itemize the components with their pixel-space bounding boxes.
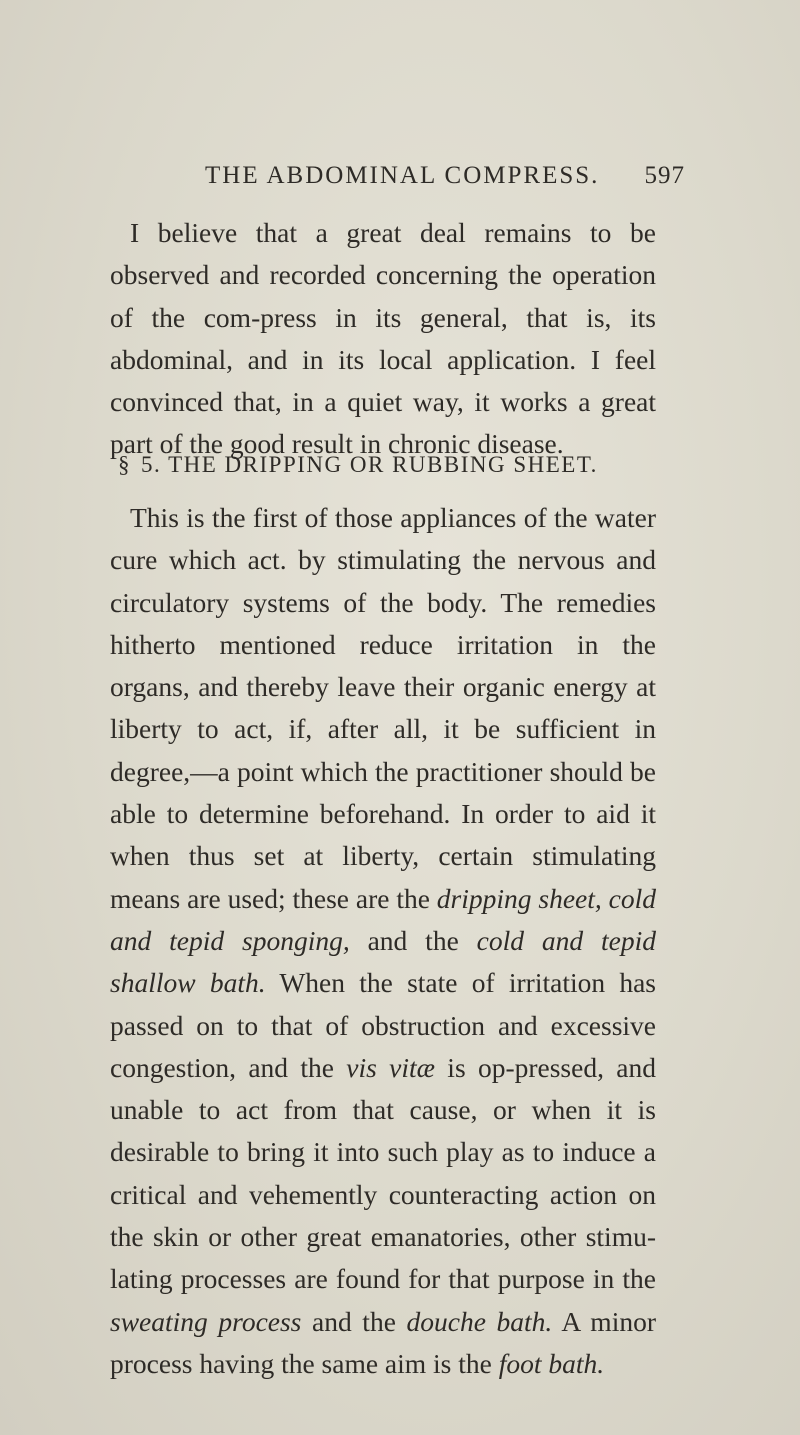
text-run: This is the first of those appliances of the water cure which act. by stimulating the nervous and circulatory systems of the body. The remedies hitherto mentioned reduce irritation in the organs, and thereby leave their organic energy at liberty to act, if, after all, it be sufficient in degree,—a point which the practitioner should be able to determine beforehand. In order to aid it when thus set at liberty, certain stimulating means are used; these are the xyxy=(110,502,656,914)
text-run: is op-pressed, and unable to act from that cause, or when it is desirable to bring it into such play as to induce a critical and vehemently counteracting action on the skin or other great emanatories, other stimu-lating processes are found for that purpose in the xyxy=(110,1051,656,1295)
section-title: 5. THE DRIPPING OR RUBBING SHEET. xyxy=(141,452,598,477)
paragraph-compress-observation xyxy=(110,212,656,466)
running-title: THE ABDOMINAL COMPRESS. xyxy=(205,162,600,189)
italic-term: vis vitæ xyxy=(346,1051,435,1083)
italic-term: dripping sheet, cold and tepid sponging, xyxy=(110,882,657,956)
section-heading xyxy=(118,452,658,478)
text-run: When the state of irritation has passed on to that of obstruction and excessive congestion, and the xyxy=(110,967,656,1083)
page-number: 597 xyxy=(644,162,685,189)
section-sign: § xyxy=(118,452,131,477)
running-head xyxy=(205,162,685,192)
paragraph-1-text: I believe that a great deal remains to be observed and recorded concerning the operation of the com-press in its general, that is, its abdominal, and in its local application. I feel convinced that, in a quiet way, it works a great part of the good result in chronic disease. xyxy=(110,217,656,460)
italic-term: douche bath. xyxy=(406,1305,553,1337)
italic-term: foot bath. xyxy=(498,1347,605,1379)
text-run: and the xyxy=(349,924,477,956)
text-run: and the xyxy=(301,1305,407,1337)
paragraph-dripping-sheet xyxy=(110,497,656,1385)
text-run: A minor process having the same aim is the xyxy=(110,1305,656,1379)
paragraph-2-text xyxy=(110,497,656,1385)
italic-term: cold and tepid shallow bath. xyxy=(110,924,656,999)
italic-term: sweating process xyxy=(110,1305,302,1337)
